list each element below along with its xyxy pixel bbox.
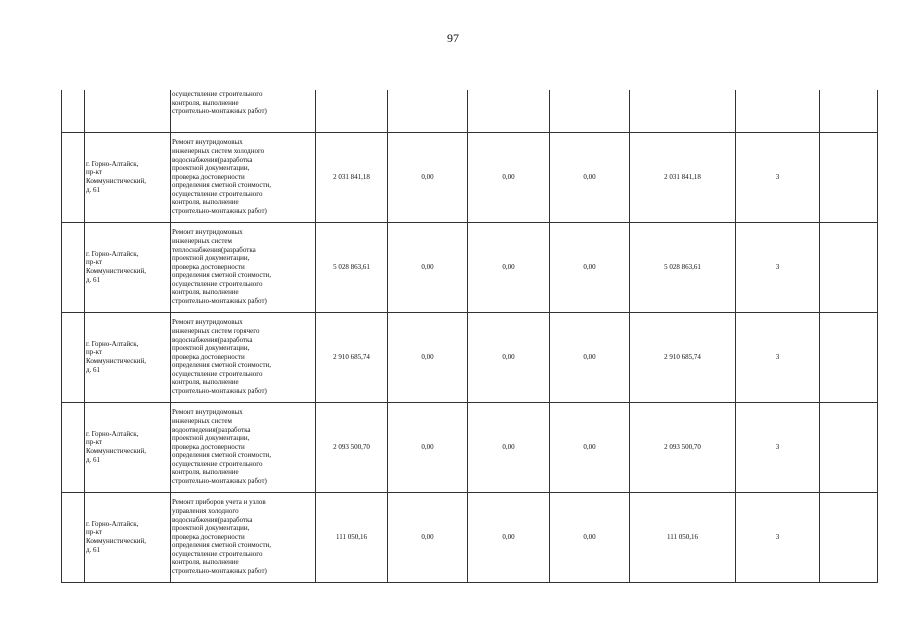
cell-index <box>62 312 85 402</box>
cell-total <box>316 90 388 132</box>
cell-col6: 3 <box>736 402 820 492</box>
table-body <box>62 90 878 582</box>
cell-col4 <box>550 90 630 132</box>
cell-total: 5 028 863,61 <box>316 222 388 312</box>
cell-total: 2 910 685,74 <box>316 312 388 402</box>
cell-col4: 0,00 <box>550 222 630 312</box>
cell-col5: 111 050,16 <box>630 492 736 582</box>
cell-col3: 0,00 <box>468 492 550 582</box>
cell-col5: 2 031 841,18 <box>630 132 736 222</box>
cell-index <box>62 402 85 492</box>
cell-work: Ремонт внутридомовых инженерных систем горячего водоснабжения(разработка проектной документации, проверка достоверности определения сметной стоимости, осуществление строительного контроля, выполнение строительно-монтажных работ) <box>171 312 316 402</box>
cell-col3: 0,00 <box>468 132 550 222</box>
table-row <box>62 312 878 402</box>
cell-col4: 0,00 <box>550 402 630 492</box>
cell-col7 <box>820 312 878 402</box>
cell-col5: 2 093 500,70 <box>630 402 736 492</box>
table-row <box>62 132 878 222</box>
cell-col2: 0,00 <box>388 492 468 582</box>
cell-total: 111 050,16 <box>316 492 388 582</box>
cell-col3: 0,00 <box>468 312 550 402</box>
cell-col2: 0,00 <box>388 312 468 402</box>
cell-work: осуществление строительного контроля, выполнение строительно-монтажных работ) <box>171 90 316 132</box>
cell-col7 <box>820 222 878 312</box>
cell-col6: 3 <box>736 492 820 582</box>
cell-col5: 5 028 863,61 <box>630 222 736 312</box>
cell-col6: 3 <box>736 132 820 222</box>
cell-col5: 2 910 685,74 <box>630 312 736 402</box>
cell-index <box>62 132 85 222</box>
cell-work: Ремонт внутридомовых инженерных систем холодного водоснабжения(разработка проектной документации, проверка достоверности определения сметной стоимости, осуществление строительного контроля, выполнение строительно-монтажных работ) <box>171 132 316 222</box>
cell-address <box>85 90 171 132</box>
cell-address: г. Горно-Алтайск, пр-кт Коммунистический, д. 61 <box>85 132 171 222</box>
cell-index <box>62 90 85 132</box>
cell-col3 <box>468 90 550 132</box>
cell-col4: 0,00 <box>550 492 630 582</box>
work-schedule-table <box>61 90 878 583</box>
table-row-continuation <box>62 90 878 132</box>
cell-total: 2 031 841,18 <box>316 132 388 222</box>
table-row <box>62 492 878 582</box>
table-row <box>62 402 878 492</box>
cell-col7 <box>820 402 878 492</box>
cell-col2: 0,00 <box>388 222 468 312</box>
cell-col7 <box>820 90 878 132</box>
cell-address: г. Горно-Алтайск, пр-кт Коммунистический, д. 61 <box>85 402 171 492</box>
cell-col2: 0,00 <box>388 132 468 222</box>
cell-address: г. Горно-Алтайск, пр-кт Коммунистический, д. 61 <box>85 222 171 312</box>
table-row <box>62 222 878 312</box>
cell-col6: 3 <box>736 312 820 402</box>
cell-work: Ремонт внутридомовых инженерных систем теплоснабжения(разработка проектной документации, проверка достоверности определения сметной стоимости, осуществление строительного контроля, выполнение строительно-монтажных работ) <box>171 222 316 312</box>
cell-col6: 3 <box>736 222 820 312</box>
cell-work: Ремонт внутридомовых инженерных систем водоотведения(разработка проектной документации, проверка достоверности определения сметной стоимости, осуществление строительного контроля, выполнение строительно-монтажных работ) <box>171 402 316 492</box>
cell-total: 2 093 500,70 <box>316 402 388 492</box>
cell-col5 <box>630 90 736 132</box>
cell-col3: 0,00 <box>468 402 550 492</box>
cell-address: г. Горно-Алтайск, пр-кт Коммунистический, д. 61 <box>85 492 171 582</box>
cell-index <box>62 492 85 582</box>
cell-col7 <box>820 492 878 582</box>
cell-col3: 0,00 <box>468 222 550 312</box>
cell-col6 <box>736 90 820 132</box>
cell-col2 <box>388 90 468 132</box>
page-number: 97 <box>447 31 459 45</box>
cell-work: Ремонт приборов учета и узлов управления холодного водоснабжения(разработка проектной документации, проверка достоверности определения сметной стоимости, осуществление строительного контроля, выполнение строительно-монтажных работ) <box>171 492 316 582</box>
cell-col4: 0,00 <box>550 312 630 402</box>
cell-index <box>62 222 85 312</box>
cell-address: г. Горно-Алтайск, пр-кт Коммунистический, д. 61 <box>85 312 171 402</box>
cell-col4: 0,00 <box>550 132 630 222</box>
cell-col2: 0,00 <box>388 402 468 492</box>
cell-col7 <box>820 132 878 222</box>
